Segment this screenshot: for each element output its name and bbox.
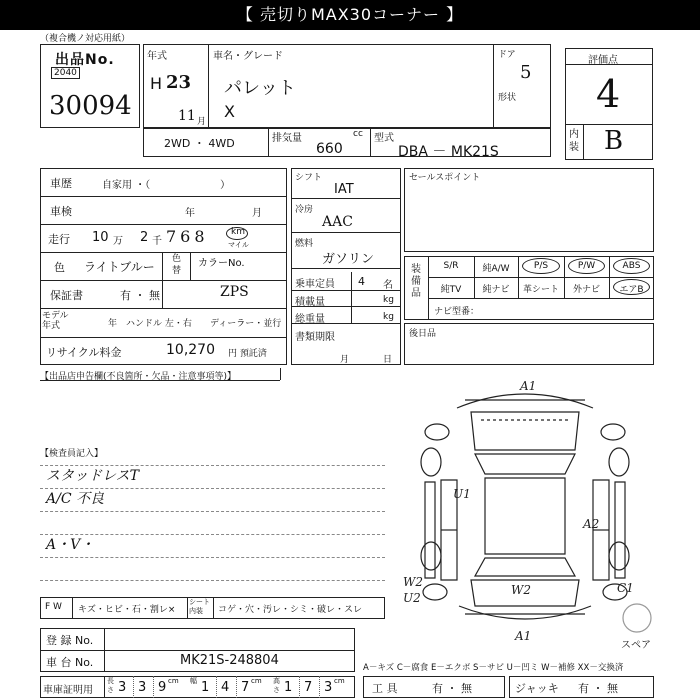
cert-label: 車庫証明用 [43,685,93,696]
displacement-label: 排気量 [272,133,302,144]
inspector-note-3: A・V・ [46,537,95,553]
mileage-sen: 2 [140,230,149,245]
cm-unit: cm [251,677,262,685]
fuel-value: ガソリン [322,252,375,267]
equipment-item: P/S [533,261,549,271]
model-code: DBA － MK21S [398,144,499,160]
damage-mark: U1 [453,487,471,501]
km-label: km [231,227,245,237]
height-label: 高さ [273,677,280,694]
cert-digit: 1 [201,680,210,695]
color-no: ZPS [220,284,249,300]
equipment-item: S/R [443,261,459,271]
lot-small: 2040 [51,67,80,79]
sales-point-label: セールスポイント [409,173,481,183]
score-value: 4 [596,72,621,116]
equipment-item: 革シート [522,285,559,295]
cm-unit: cm [334,677,345,685]
dealer-label: ディーラー・並行 [210,319,282,329]
month-unit: 月 [197,117,207,127]
shape-label: 形状 [498,93,517,103]
warranty-value: 有 ・ 無 [120,289,160,302]
recycle-value: 10,270 [166,342,215,358]
gross-label: 総重量 [295,314,325,325]
shift-label: シフト [295,173,323,183]
cert-digit: 3 [324,680,333,695]
damage-mark: A1 [520,379,537,393]
equipment-item: ABS [622,261,641,271]
mile-label: マイル [228,241,249,249]
car-damage-diagram [395,370,660,660]
doors-value: 5 [520,62,532,83]
doc-label: 書類期限 [295,332,335,343]
chassis-value: MK21S-248804 [180,653,279,668]
navi-label: ナビ型番： [434,307,480,317]
jack-value: 有 ・ 無 [578,682,618,695]
inspector-label: 【検査員記入】 [40,449,104,459]
cert-digit: 7 [241,680,250,695]
damage-legend: A－キズ C－腐食 E－エクボ S－サビ U－凹ミ W－補修 XX－交換済 [363,663,624,673]
mileage-rest: 768 [166,227,209,246]
fw-value: キズ・ヒビ・石・割レ× [78,605,176,615]
capacity-label: 乗車定員 [295,279,335,290]
report-label: 【出品店申告欄(不良箇所・欠品・注意事項等)】 [40,372,237,382]
equipment-item: 外ナビ [572,285,600,295]
year-era: H [150,74,163,93]
doc-month: 月 [340,355,350,365]
equipment-label: 装備品 [411,264,421,299]
inspection-month: 月 [252,208,262,219]
cc-unit: cc [353,129,363,139]
lot-label: 出品No. [55,52,115,68]
spare-label: スペア [621,640,651,651]
jack-label: ジャッキ [515,682,559,695]
car-name: パレット [224,78,296,99]
reg-label: 登 録 No. [46,634,94,647]
model-year-unit: 年 [108,319,118,329]
fuel-label: 燃料 [295,239,314,249]
cert-digit: 3 [138,680,147,695]
recycle-unit: 円 預託済 [228,349,267,359]
details-table [40,168,287,365]
load-unit: kg [383,295,394,305]
color-value: ライトブルー [84,260,155,274]
cm-unit: cm [168,677,179,685]
lot-box [40,44,140,128]
seat-label: シート内装 [189,598,210,615]
damage-mark: C1 [617,581,634,595]
lot-number: 30094 [49,91,132,121]
interior-score: B [604,126,624,156]
shift-value: IAT [334,182,354,197]
drive-type: 2WD ・ 4WD [164,137,235,150]
equipment-item: 純A/W [482,264,510,274]
mileage-man: 10 [92,230,109,245]
damage-mark: A2 [583,517,600,531]
inspector-note-2: A/C 不良 [46,491,104,507]
inspector-note-1: スタッドレスT [46,468,139,484]
door-label: ドア [498,50,516,60]
capacity-value: 4 [358,275,365,288]
damage-mark: W2 [511,583,531,597]
score-label: 評価点 [588,55,618,66]
load-label: 積載量 [295,297,325,308]
history-value: 自家用 ・（ ） [102,180,231,191]
inspection-year: 年 [185,208,195,219]
model-year-label: モデル年式 [42,311,69,331]
sen-unit: 千 [152,236,162,247]
mileage-label: 走行 [48,233,70,246]
equipment-item: P/W [577,261,596,271]
man-unit: 万 [113,236,123,247]
handle-label: ハンドル 左・右 [126,319,192,329]
grade: X [224,102,235,121]
cert-digit: 4 [221,680,230,695]
color-no-label: カラーNo. [198,258,245,269]
seat-value: コゲ・穴・汚レ・シミ・破レ・スレ [218,605,363,615]
fw-label: F W [45,602,62,612]
width-label: 幅 [190,677,197,685]
history-label: 車歴 [50,177,72,190]
cert-digit: 1 [284,680,293,695]
interior-label: 内装 [569,129,579,153]
after-items-box [404,323,654,365]
ac-value: AAC [322,214,353,230]
capacity-unit: 名 [383,280,393,291]
name-label: 車名・グレード [213,51,283,62]
tools-value: 有 ・ 無 [432,682,472,695]
banner-title: 【 売切りMAX30コーナー 】 [0,0,700,30]
month-value: 11 [178,108,196,124]
gross-unit: kg [383,312,394,322]
damage-mark: W2 [403,575,423,589]
year-label: 年式 [147,51,167,62]
model-code-label: 型式 [374,133,394,144]
cert-digit: 9 [158,680,167,695]
tools-label: 工 具 [372,682,398,695]
recycle-label: リサイクル料金 [46,346,122,359]
color-change: 色替 [172,254,182,276]
damage-mark: U2 [403,591,421,605]
chassis-label: 車 台 No. [46,656,94,669]
displacement-value: 660 [316,141,343,157]
equipment-item: 純ナビ [482,285,510,295]
damage-mark: A1 [515,629,532,643]
cert-digit: 3 [118,680,127,695]
equipment-item: エアB [619,285,644,295]
doc-day: 日 [383,355,393,365]
after-items-label: 後日品 [409,329,437,339]
top-note: （複合機ノ対応用紙） [40,34,131,44]
cert-digit: 7 [304,680,313,695]
inspection-label: 車検 [50,205,72,218]
color-label: 色 [54,261,65,274]
year-value: 23 [166,72,192,93]
length-label: 長さ [107,677,114,694]
warranty-label: 保証書 [50,289,83,302]
ac-label: 冷房 [295,205,314,215]
equipment-item: 純TV [440,285,462,295]
